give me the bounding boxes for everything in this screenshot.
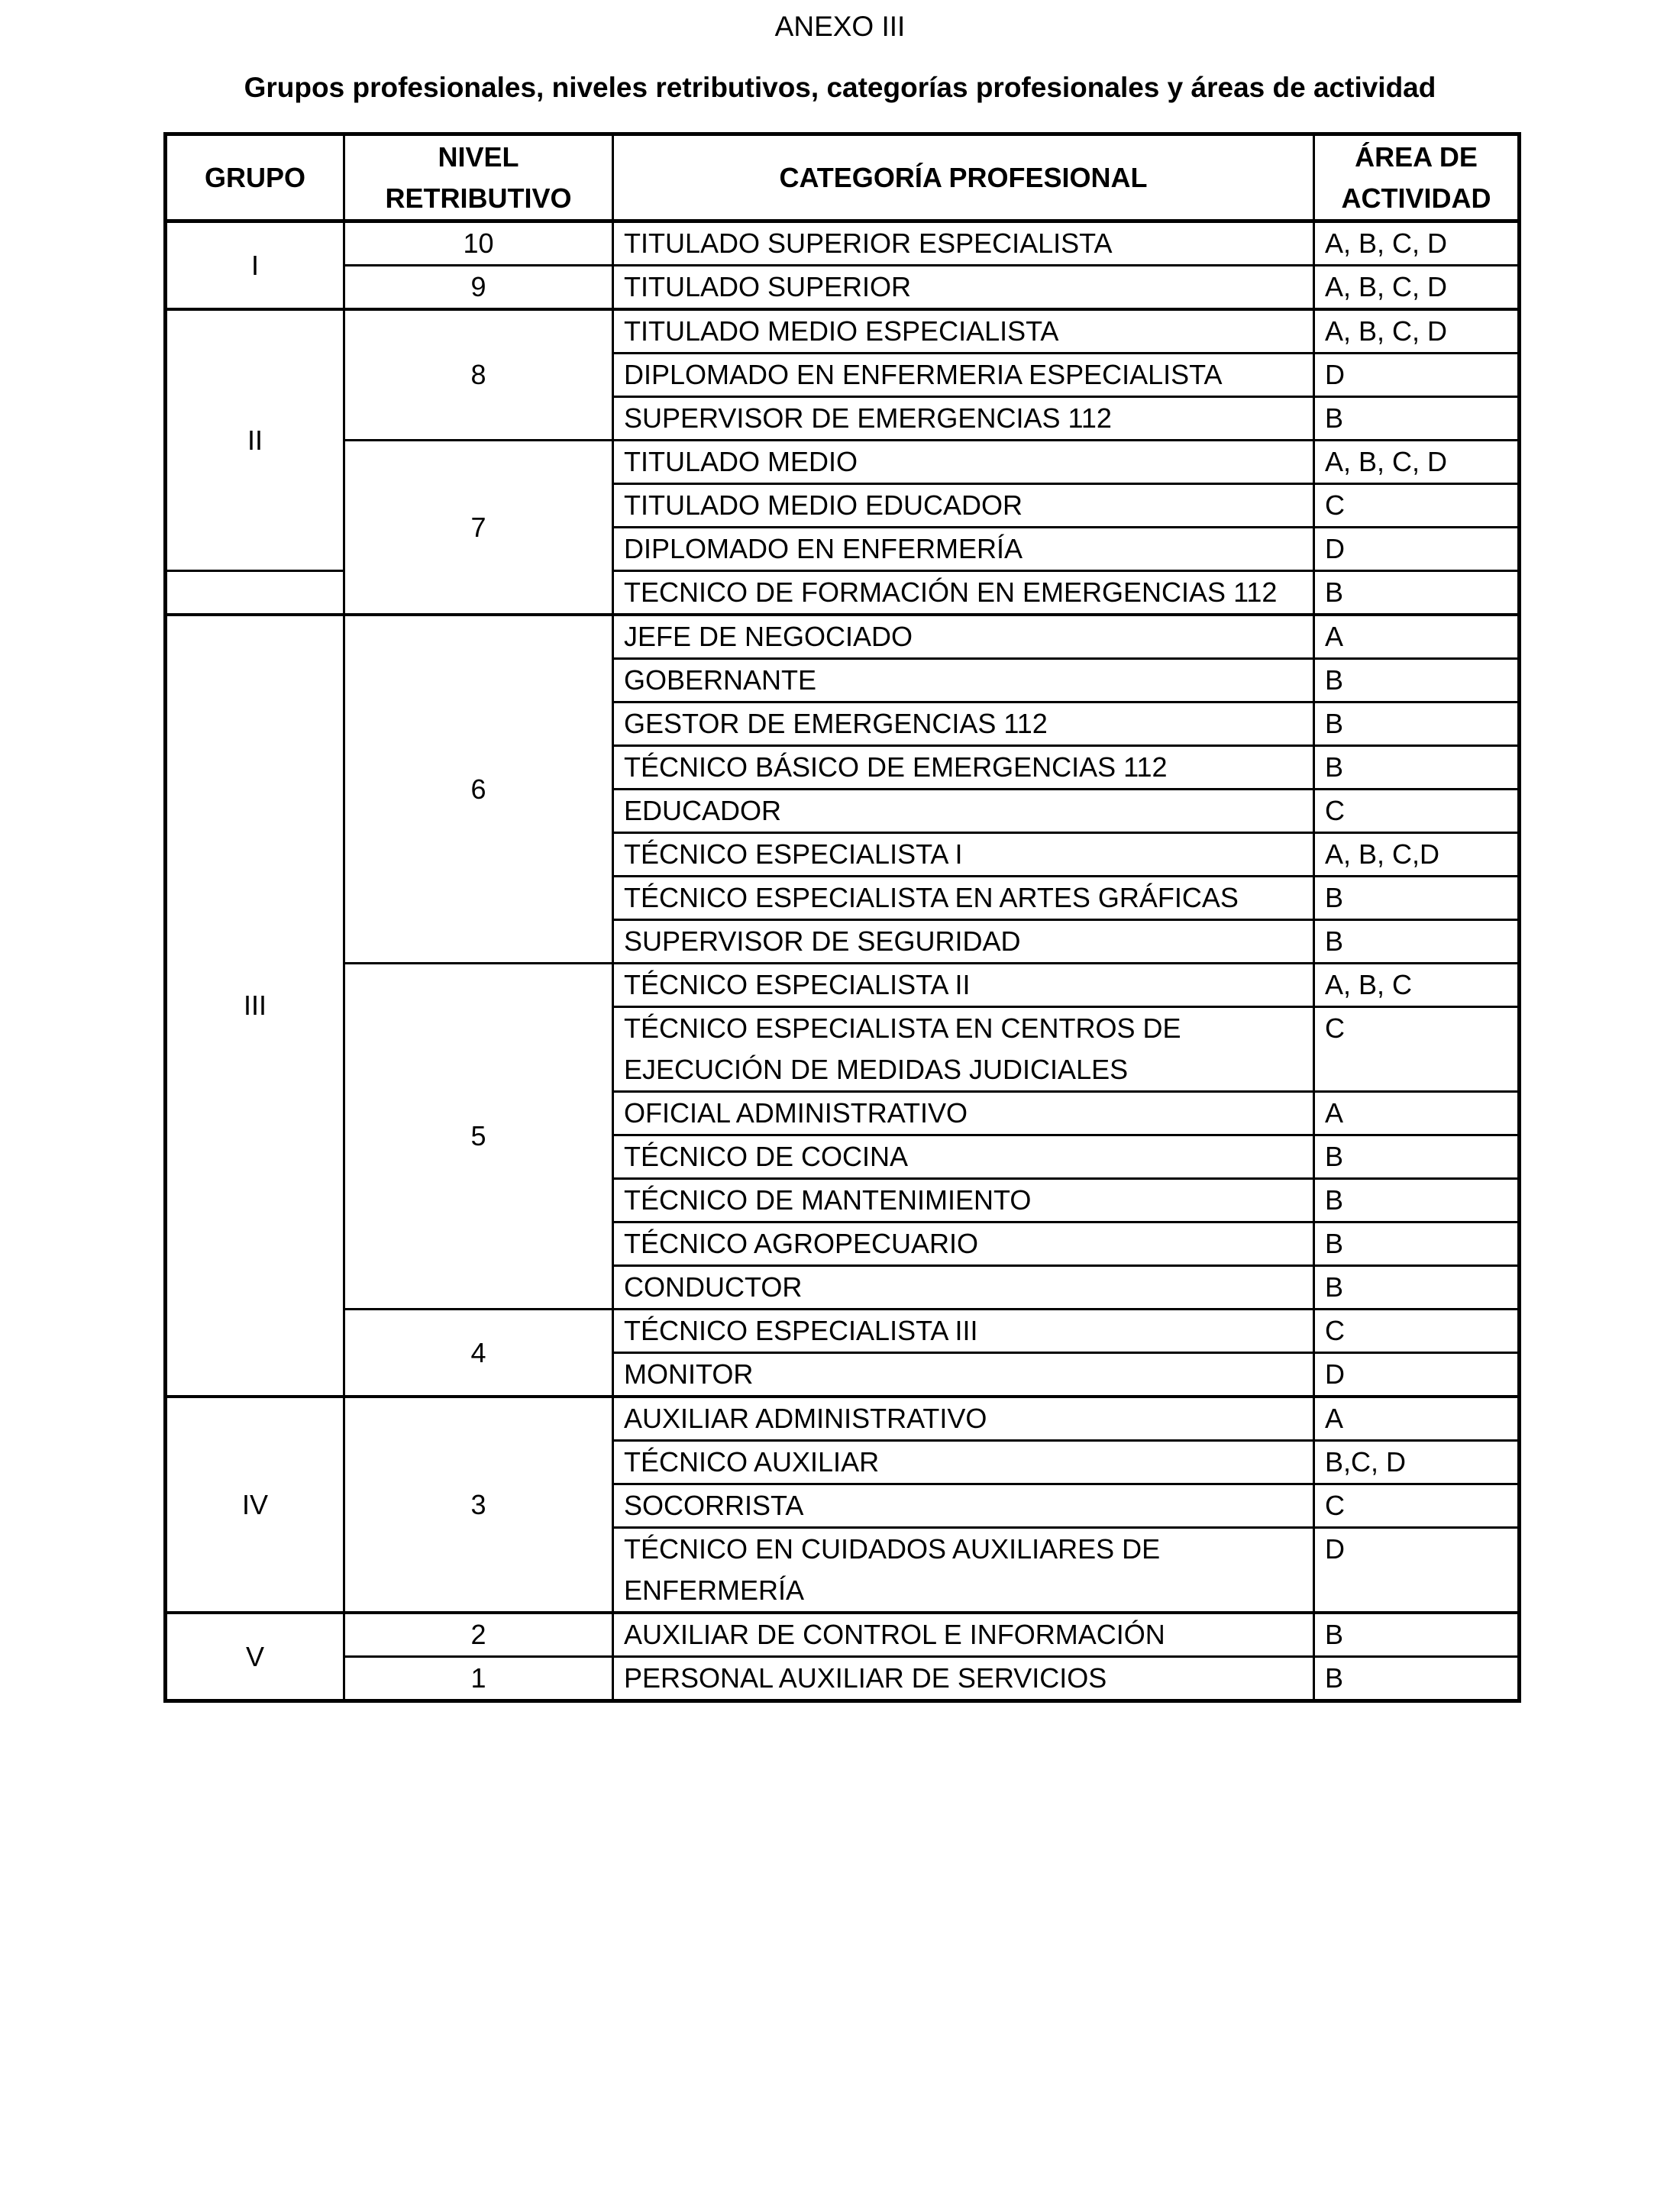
grupo-cell: II: [166, 309, 344, 571]
area-cell: A: [1314, 1092, 1520, 1135]
area-cell: C: [1314, 1007, 1520, 1092]
nivel-cell: 8: [344, 309, 613, 441]
categoria-cell: [613, 1528, 1314, 1613]
page-title: ANEXO III: [774, 11, 906, 42]
area-cell: D: [1314, 354, 1520, 397]
categoria-cell: GESTOR DE EMERGENCIAS 112: [613, 702, 1314, 746]
area-cell: D: [1314, 1528, 1520, 1613]
table-row: [166, 1657, 1520, 1701]
categoria-cell: TÉCNICO AGROPECUARIO: [613, 1222, 1314, 1266]
nivel-cell: 6: [344, 615, 613, 964]
column-header-nivel: [344, 134, 613, 221]
column-header-categoria: CATEGORÍA PROFESIONAL: [613, 134, 1314, 221]
categoria-cell: GOBERNANTE: [613, 659, 1314, 702]
table-row: [166, 1613, 1520, 1657]
area-cell: A, B, C,D: [1314, 833, 1520, 877]
categoria-cell: JEFE DE NEGOCIADO: [613, 615, 1314, 659]
categoria-cell: TITULADO SUPERIOR: [613, 266, 1314, 310]
area-cell: C: [1314, 484, 1520, 528]
page-subtitle: Grupos profesionales, niveles retributivos, categorías profesionales y áreas de actividad: [244, 72, 1436, 103]
categoria-line1: TÉCNICO EN CUIDADOS AUXILIARES DE: [624, 1533, 1161, 1565]
nivel-cell: 1: [344, 1657, 613, 1701]
grupo-cell: I: [166, 221, 344, 310]
nivel-cell: 3: [344, 1397, 613, 1613]
categoria-cell: TITULADO MEDIO EDUCADOR: [613, 484, 1314, 528]
area-cell: B: [1314, 659, 1520, 702]
area-cell: B: [1314, 1266, 1520, 1310]
area-cell: A, B, C, D: [1314, 441, 1520, 484]
area-cell: B: [1314, 1135, 1520, 1179]
table-row: [166, 964, 1520, 1007]
categoria-cell: TÉCNICO DE MANTENIMIENTO: [613, 1179, 1314, 1222]
area-cell: A, B, C, D: [1314, 266, 1520, 310]
area-cell: B: [1314, 746, 1520, 790]
column-header-nivel-line1: NIVEL: [438, 140, 519, 173]
categoria-cell: TÉCNICO BÁSICO DE EMERGENCIAS 112: [613, 746, 1314, 790]
area-cell: B: [1314, 571, 1520, 615]
categoria-cell: [613, 1007, 1314, 1092]
area-cell: B: [1314, 920, 1520, 964]
area-cell: A: [1314, 1397, 1520, 1441]
categoria-cell: PERSONAL AUXILIAR DE SERVICIOS: [613, 1657, 1314, 1701]
column-header-area: [1314, 134, 1520, 221]
header-row: [166, 134, 1520, 221]
area-cell: B: [1314, 702, 1520, 746]
categoria-line2: EJECUCIÓN DE MEDIDAS JUDICIALES: [624, 1054, 1129, 1085]
categoria-cell: DIPLOMADO EN ENFERMERÍA: [613, 528, 1314, 571]
nivel-cell: 4: [344, 1310, 613, 1397]
nivel-cell: 10: [344, 221, 613, 266]
categoria-cell: AUXILIAR ADMINISTRATIVO: [613, 1397, 1314, 1441]
categoria-cell: SUPERVISOR DE SEGURIDAD: [613, 920, 1314, 964]
nivel-cell: 9: [344, 266, 613, 310]
categoria-cell: TECNICO DE FORMACIÓN EN EMERGENCIAS 112: [613, 571, 1314, 615]
categoria-cell: EDUCADOR: [613, 790, 1314, 833]
table-row: [166, 1397, 1520, 1441]
grupo-cell: V: [166, 1613, 344, 1701]
categoria-cell: TITULADO SUPERIOR ESPECIALISTA: [613, 221, 1314, 266]
categoria-cell: DIPLOMADO EN ENFERMERIA ESPECIALISTA: [613, 354, 1314, 397]
area-cell: C: [1314, 1310, 1520, 1353]
grupo-cell: III: [166, 615, 344, 1397]
area-cell: B: [1314, 1657, 1520, 1701]
categoria-cell: SOCORRISTA: [613, 1484, 1314, 1528]
table-row: [166, 1310, 1520, 1353]
area-cell: D: [1314, 528, 1520, 571]
area-cell: C: [1314, 1484, 1520, 1528]
nivel-cell: 5: [344, 964, 613, 1310]
categoria-cell: TÉCNICO AUXILIAR: [613, 1441, 1314, 1484]
area-cell: B: [1314, 1179, 1520, 1222]
area-cell: A, B, C: [1314, 964, 1520, 1007]
categoria-cell: MONITOR: [613, 1353, 1314, 1397]
column-header-area-line1: ÁREA DE: [1355, 140, 1478, 173]
categoria-cell: TÉCNICO ESPECIALISTA III: [613, 1310, 1314, 1353]
area-cell: A, B, C, D: [1314, 309, 1520, 354]
area-cell: B,C, D: [1314, 1441, 1520, 1484]
categoria-cell: TÉCNICO ESPECIALISTA I: [613, 833, 1314, 877]
area-cell: A: [1314, 615, 1520, 659]
table-row: [166, 221, 1520, 266]
categoria-cell: TÉCNICO ESPECIALISTA II: [613, 964, 1314, 1007]
area-cell: B: [1314, 397, 1520, 441]
table-row: [166, 266, 1520, 310]
nivel-cell: 2: [344, 1613, 613, 1657]
categoria-line1: TÉCNICO ESPECIALISTA EN CENTROS DE: [624, 1013, 1181, 1044]
table-row: [166, 441, 1520, 484]
categoria-cell: TITULADO MEDIO: [613, 441, 1314, 484]
professional-groups-table: [163, 132, 1521, 1703]
area-cell: C: [1314, 790, 1520, 833]
categoria-cell: CONDUCTOR: [613, 1266, 1314, 1310]
area-cell: D: [1314, 1353, 1520, 1397]
grupo-cell-empty: [166, 571, 344, 615]
area-cell: B: [1314, 877, 1520, 920]
table-row: [166, 615, 1520, 659]
categoria-cell: TÉCNICO ESPECIALISTA EN ARTES GRÁFICAS: [613, 877, 1314, 920]
categoria-cell: TITULADO MEDIO ESPECIALISTA: [613, 309, 1314, 354]
column-header-area-line2: ACTIVIDAD: [1341, 182, 1491, 214]
table-row: [166, 309, 1520, 354]
grupo-cell: IV: [166, 1397, 344, 1613]
area-cell: B: [1314, 1222, 1520, 1266]
column-header-grupo: GRUPO: [166, 134, 344, 221]
categoria-line2: ENFERMERÍA: [624, 1575, 805, 1606]
column-header-nivel-line2: RETRIBUTIVO: [385, 182, 572, 214]
categoria-cell: TÉCNICO DE COCINA: [613, 1135, 1314, 1179]
area-cell: B: [1314, 1613, 1520, 1657]
categoria-cell: OFICIAL ADMINISTRATIVO: [613, 1092, 1314, 1135]
categoria-cell: SUPERVISOR DE EMERGENCIAS 112: [613, 397, 1314, 441]
area-cell: A, B, C, D: [1314, 221, 1520, 266]
categoria-cell: AUXILIAR DE CONTROL E INFORMACIÓN: [613, 1613, 1314, 1657]
nivel-cell: 7: [344, 441, 613, 615]
